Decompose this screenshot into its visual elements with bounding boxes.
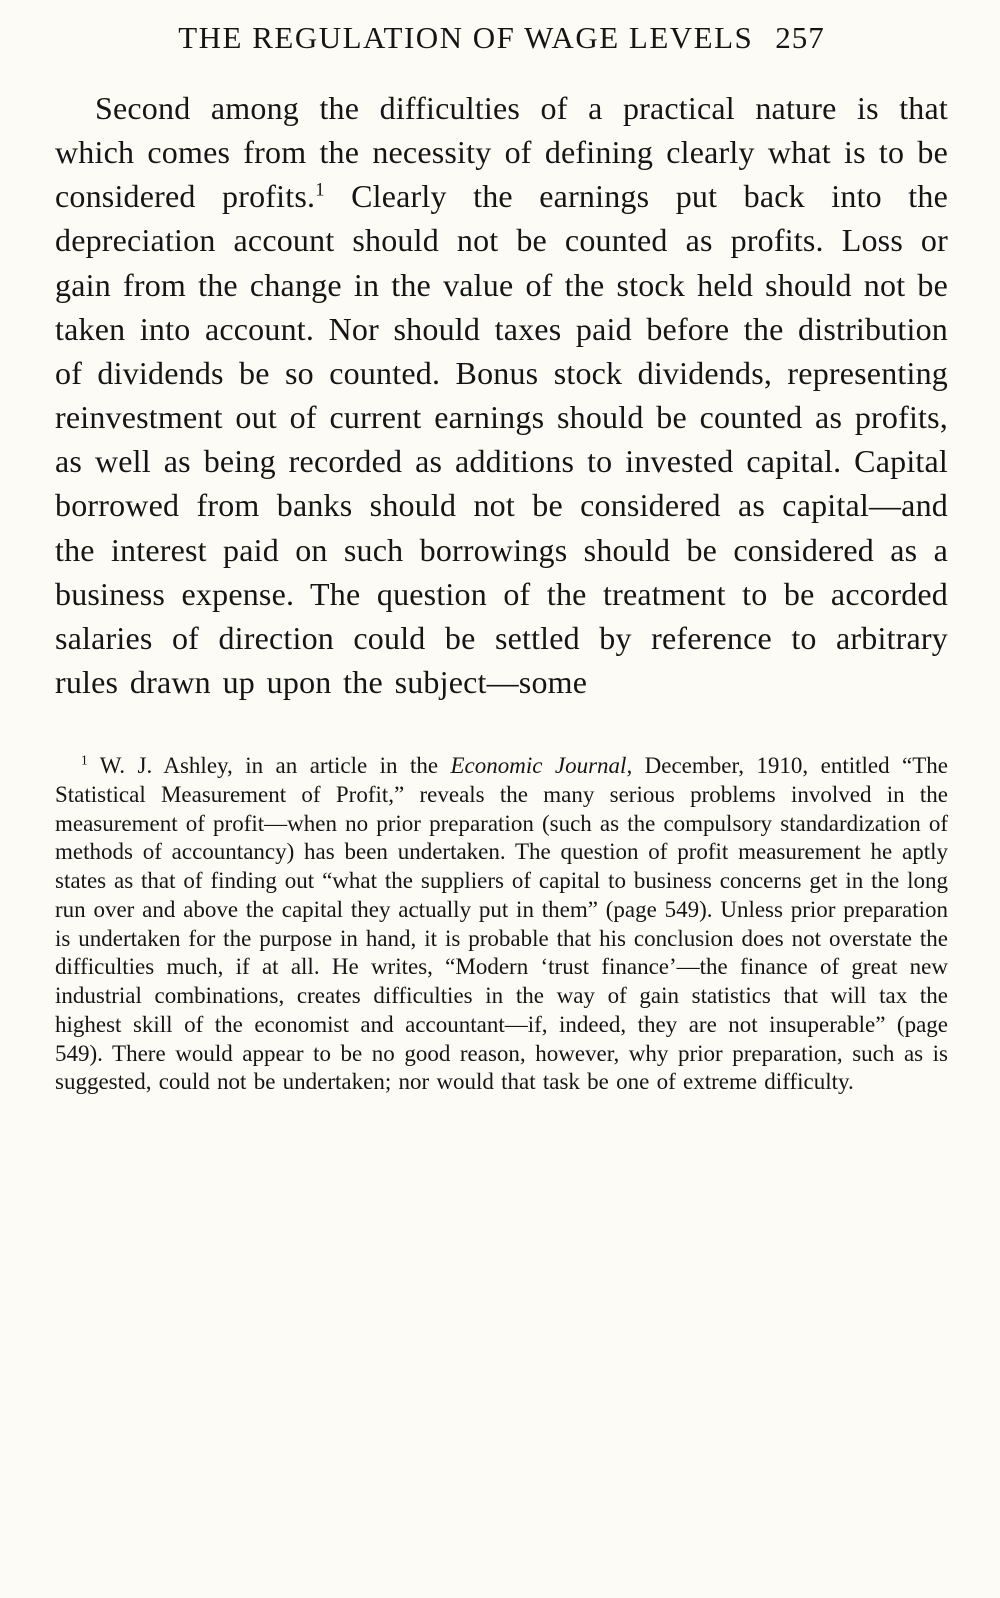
running-header <box>55 20 948 56</box>
footnote-block <box>55 752 948 1097</box>
header-title: THE REGULATION OF WAGE LEVELS <box>178 20 754 55</box>
footnote-paragraph <box>55 752 948 1097</box>
footnote-reference: 1 <box>315 179 325 201</box>
footnote-text-part1: W. J. Ashley, in an article in the <box>87 753 451 779</box>
page-number: 257 <box>775 20 825 55</box>
footnote-text-part2: December, 1910, entitled “The Statistical Measurement of Profit,” reveals the many serious problems involved in the measurement of profit—when no prior preparation (such as the compulsory standardization of methods of accountancy) has been undertaken. The question of profit measurement he aptly states as that of finding out “what the suppliers of capital to business concerns get in the long run over and above the capital they actually put in them” (page 549). Unless prior preparation is undertaken for the purpose in hand, it is probable that his conclusion does not overstate the difficulties much, if at all. He writes, “Modern ‘trust finance’—the finance of great new industrial combinations, creates difficulties in the way of gain statistics that will tax the highest skill of the economist and accountant—if, indeed, they are not insuperable” (page 549). There would appear to be no good reason, however, why prior preparation, such as is suggested, could not be undertaken; nor would that task be one of extreme difficulty. <box>55 753 948 1095</box>
body-paragraph <box>55 86 948 704</box>
journal-title-italic: Economic Journal, <box>450 753 633 779</box>
footnote-marker: 1 <box>81 752 88 768</box>
body-text-part2: Clearly the earnings put back into the depreciation account should not be counted as profits. Loss or gain from the change in the value of the stock held should not be taken into account. Nor should taxes paid before the distribution of dividends be so counted. Bonus stock dividends, representing reinvestment out of current earnings should be counted as profits, as well as being recorded as additions to invested capital. Capital borrowed from banks should not be considered as capital—and the interest paid on such borrowings should be considered as a business expense. The question of the treatment to be accorded salaries of direction could be settled by reference to arbitrary rules drawn up upon the subject—some <box>55 178 948 701</box>
body-text-part1: Second among the difficulties of a practical nature is that which comes from the necessity of defining clearly what is to be considered profits. <box>55 90 948 215</box>
